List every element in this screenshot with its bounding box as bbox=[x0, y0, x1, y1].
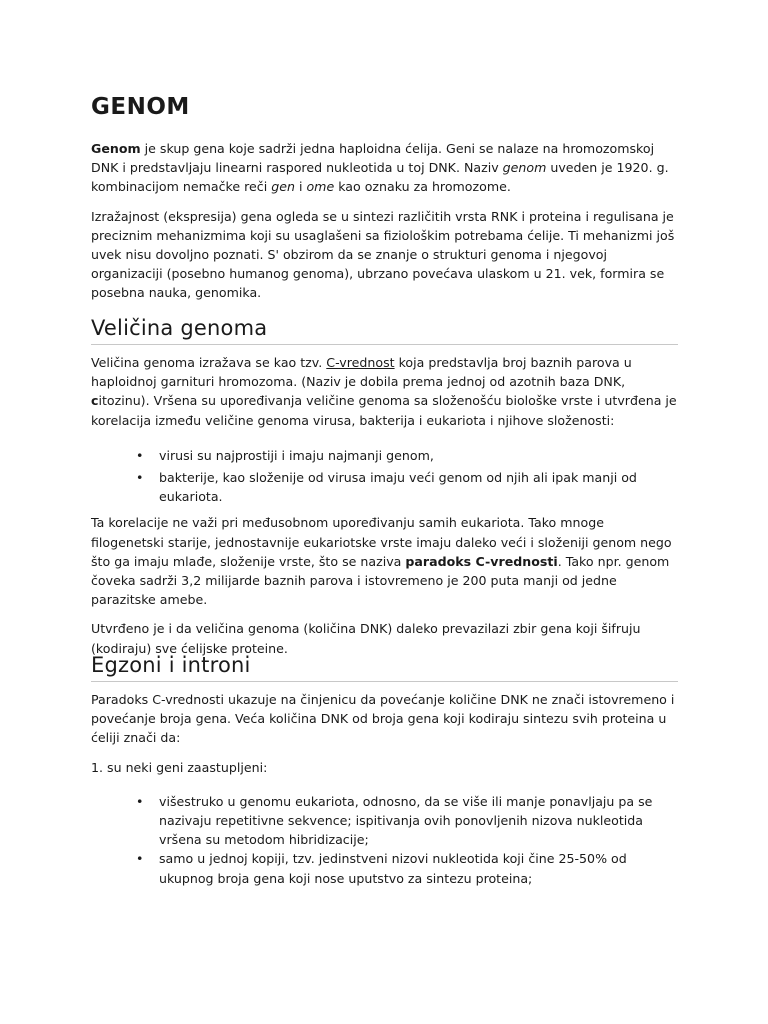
intro-paragraph-2: Izražajnost (ekspresija) gena ogleda se u sintezi različitih vrsta RNK i proteina i regulisana je preciznim mehanizmima koji su usaglašeni sa fiziološkim potrebama ćelije. Ti mehanizmi još uvek nisu dovoljno poznati. S' obzirom da se znanje o strukturi genoma i njegovoj organizaciji (posebno humanog genoma), ubrzano povećava ulaskom u 21. vek, formira se posebna nauka, genomika. bbox=[91, 208, 675, 301]
term-genom: Genom bbox=[91, 141, 141, 156]
italic-genom: genom bbox=[502, 160, 547, 176]
section1-paragraph-3: Utvrđeno je i da veličina genoma (količina DNK) daleko prevazilazi zbir gena koji šifruju (kodiraju) sve ćelijske proteine. bbox=[91, 621, 641, 656]
section2-paragraph-1: Paradoks C-vrednosti ukazuje na činjenicu da povećanje količine DNK ne znači istovremeno i povećanje broja gena. Veća količina DNK od broja gena koji kodiraju sintezu svih proteina u ćeliji znači da: bbox=[91, 692, 675, 746]
text-span: i bbox=[294, 179, 307, 195]
text-span: kao oznaku za hromozome. bbox=[334, 179, 511, 195]
section1-paragraph-2 bbox=[91, 513, 678, 609]
text-span: je skup gena koje sadrži jedna haploidna ćelija. Geni se nalaze na hromozomskoj DNK i predstavljaju linearni raspored nukleotida u toj DNK. Naziv bbox=[91, 141, 655, 176]
italic-gen: gen bbox=[271, 179, 295, 195]
list-item: • virusi su najprostiji i imaju najmanji genom, bbox=[91, 446, 678, 465]
text-span: . Tako npr. genom čoveka sadrži 3,2 milijarde baznih parova i istovremeno je 200 puta manji od jedne parazitske amebe. bbox=[91, 553, 670, 608]
text-span: koja predstavlja broj baznih parova u haploidnoj garnituri hromozoma. (Naziv je dobila prema jednoj od azotnih baza DNK, bbox=[91, 355, 632, 390]
text-span: Ta korelacije ne važi pri međusobnom upoređivanju samih eukariota. Tako mnoge filogenetski starije, jednostavnije eukariotske vrste imaju daleko veći i složeniji genom nego što ga imaju mlađe, složenije vrste, što se naziva bbox=[91, 515, 672, 569]
section1-paragraph-1 bbox=[91, 353, 678, 430]
list-item: • samo u jednoj kopiji, tzv. jedinstveni nizovi nukleotida koji čine 25-50% od ukupnog broja gena koji nose uputstvo za sintezu proteina; bbox=[91, 849, 678, 887]
section2-paragraph-2: 1. su neki geni zaastupljeni: bbox=[91, 759, 268, 775]
section-heading: Veličina genoma bbox=[91, 316, 678, 345]
intro-paragraph-1 bbox=[91, 139, 678, 197]
text-span: itozinu). Vršena su upoređivanja veličine genoma sa složenošću biološke vrste i utvrđena je korelacija između veličine genoma virusa, bakterija i eukariota i njihove složenosti: bbox=[91, 393, 677, 428]
section-egzoni-introni bbox=[91, 653, 678, 888]
section-heading: Egzoni i introni bbox=[91, 653, 678, 682]
bold-c: c bbox=[91, 393, 99, 409]
list-item: • bakterije, kao složenije od virusa imaju veći genom od njih ali ipak manji od eukariota. bbox=[91, 468, 678, 506]
term-paradoks: paradoks C-vrednosti bbox=[405, 553, 558, 569]
intro-section bbox=[91, 139, 678, 303]
italic-ome: ome bbox=[306, 179, 335, 195]
section2-bullet-list bbox=[91, 792, 678, 888]
section-velicina-genoma bbox=[91, 316, 678, 658]
text-span: uveden je 1920. g. kombinacijom nemačke reči bbox=[91, 160, 669, 195]
page-title: GENOM bbox=[91, 94, 190, 120]
list-item: • višestruko u genomu eukariota, odnosno, da se više ili manje ponavljaju pa se nazivaju repetitivne sekvence; ispitivanja ovih ponovljenih nizova nukleotida vršena su metodom hibridizacije; bbox=[91, 792, 678, 850]
section1-bullet-list bbox=[91, 446, 678, 507]
link-c-vrednost[interactable]: C-vrednost bbox=[326, 355, 395, 370]
text-span: Veličina genoma izražava se kao tzv. bbox=[91, 355, 327, 370]
